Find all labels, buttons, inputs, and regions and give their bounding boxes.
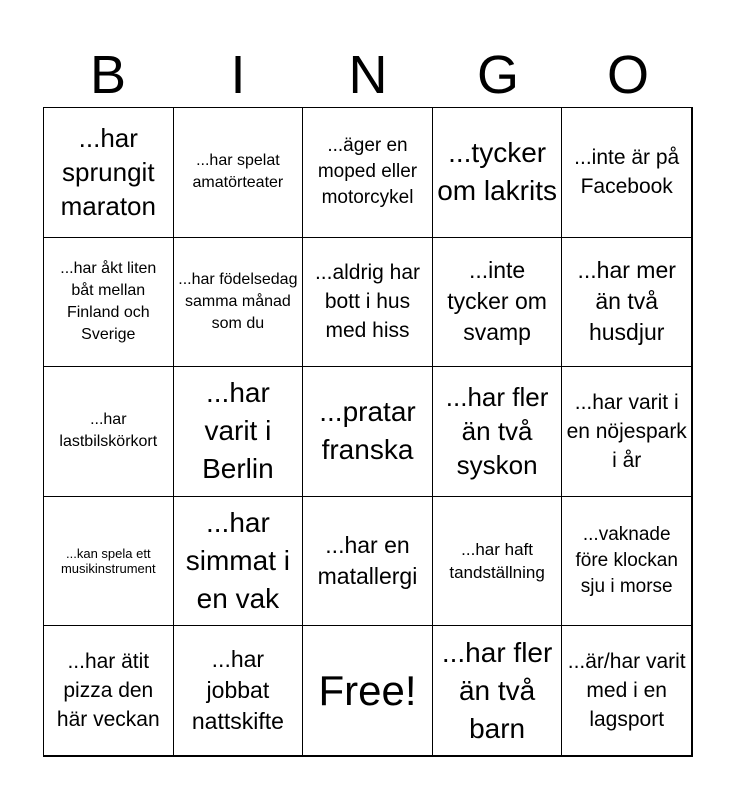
- cell-text: ...har lastbilskörkort: [59, 411, 158, 451]
- bingo-cell[interactable]: [432, 625, 563, 756]
- cell-text: ...aldrig har bott i hus med hiss: [314, 261, 421, 343]
- bingo-cell[interactable]: [302, 496, 433, 627]
- cell-text: ...har varit i Berlin: [202, 377, 274, 485]
- cell-text: ...har spelat amatörteater: [192, 152, 284, 192]
- bingo-cell[interactable]: [43, 366, 174, 497]
- bingo-cell[interactable]: [561, 107, 692, 238]
- bingo-cell[interactable]: [43, 237, 174, 368]
- cell-text: ...tycker om lakrits: [437, 137, 557, 207]
- cell-text: ...har åkt liten båt mellan Finland och Sverige: [60, 259, 157, 343]
- header-letter-g: G: [476, 45, 519, 105]
- bingo-cell[interactable]: [302, 366, 433, 497]
- bingo-header: [43, 42, 693, 108]
- header-letter-i: I: [230, 45, 246, 105]
- cell-text: ...är/har varit med i en lagsport: [567, 650, 686, 732]
- bingo-cell[interactable]: [173, 366, 304, 497]
- cell-text: ...har haft tandställning: [449, 540, 545, 583]
- cell-text: ...har simmat i en vak: [185, 507, 290, 615]
- bingo-cell[interactable]: [432, 496, 563, 627]
- header-letter-b: B: [89, 45, 127, 105]
- cell-text: ...har en matallergi: [317, 532, 418, 590]
- bingo-cell[interactable]: [432, 107, 563, 238]
- cell-text: ...har varit i en nöjespark i år: [566, 390, 687, 472]
- bingo-cell[interactable]: [302, 107, 433, 238]
- cell-text: ...inte är på Facebook: [574, 146, 680, 199]
- bingo-cell[interactable]: [173, 237, 304, 368]
- bingo-cell[interactable]: [561, 237, 692, 368]
- bingo-cell[interactable]: [173, 625, 304, 756]
- cell-text: ...inte tycker om svamp: [447, 257, 547, 346]
- cell-text: ...kan spela ett musikinstrument: [60, 546, 156, 577]
- bingo-cell-free[interactable]: [302, 625, 433, 756]
- cell-text: ...har fler än två syskon: [445, 382, 549, 481]
- bingo-cell[interactable]: [561, 366, 692, 497]
- bingo-cell[interactable]: [43, 496, 174, 627]
- header-letter-o: O: [606, 45, 649, 105]
- bingo-cell[interactable]: [173, 496, 304, 627]
- cell-text: ...har jobbat nattskifte: [191, 646, 284, 735]
- bingo-cell[interactable]: [43, 107, 174, 238]
- cell-text: ...äger en moped eller motorcykel: [317, 135, 418, 209]
- cell-text: ...har mer än två husdjur: [577, 257, 676, 346]
- bingo-cell[interactable]: [173, 107, 304, 238]
- cell-text: ...har sprungit maraton: [60, 123, 156, 222]
- cell-text: ...vaknade före klockan sju i morse: [575, 524, 678, 598]
- bingo-cell[interactable]: [561, 625, 692, 756]
- bingo-cell[interactable]: [43, 625, 174, 756]
- cell-text: ...har fler än två barn: [441, 636, 553, 744]
- bingo-cell[interactable]: [561, 496, 692, 627]
- bingo-cell[interactable]: [432, 237, 563, 368]
- cell-text: ...pratar franska: [319, 396, 416, 466]
- bingo-grid: [43, 107, 693, 757]
- cell-text: ...har ätit pizza den här veckan: [56, 650, 160, 732]
- bingo-cell[interactable]: [432, 366, 563, 497]
- free-space-text: Free!: [318, 666, 417, 714]
- header-letter-n: N: [348, 45, 388, 105]
- bingo-cell[interactable]: [302, 237, 433, 368]
- cell-text: ...har födelsedag samma månad som du: [178, 270, 298, 332]
